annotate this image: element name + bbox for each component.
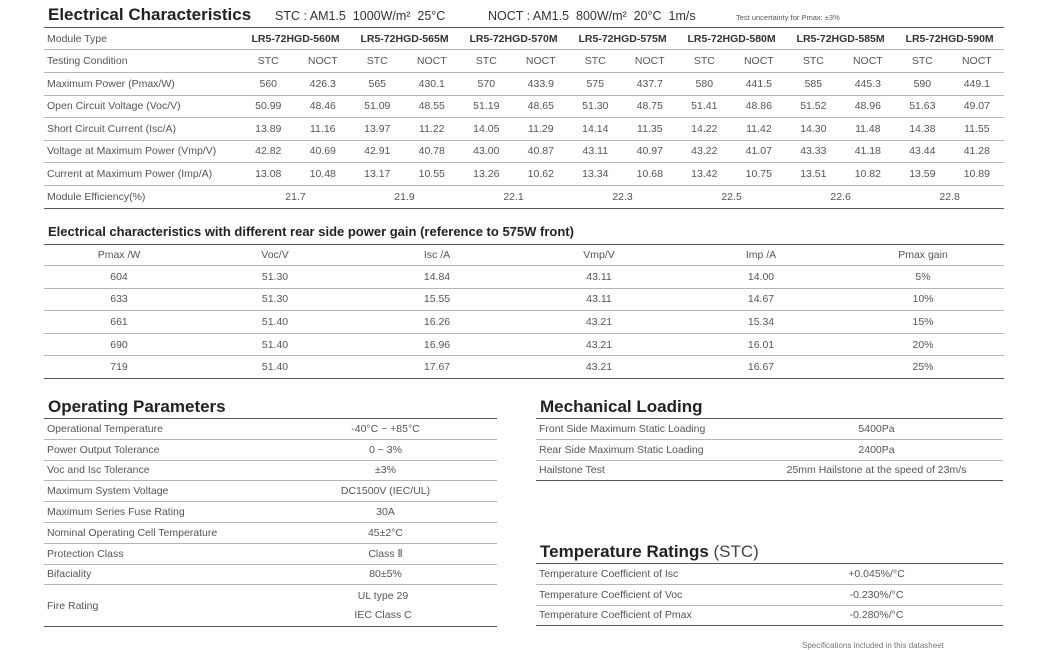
rear-row <box>44 311 1004 334</box>
mechanical-row <box>536 460 1003 481</box>
fire-rating-iec: IEC Class C <box>354 608 412 621</box>
rear-cell: 14.84 <box>356 266 518 289</box>
noct-value: 10.62 <box>514 163 569 186</box>
rear-header: Voc/V <box>194 245 356 266</box>
stc-value: 13.34 <box>568 163 623 186</box>
rear-row <box>44 356 1004 379</box>
efficiency-value: 22.5 <box>677 185 786 208</box>
testing-label: Testing Condition <box>44 50 241 73</box>
stc-value: 13.08 <box>241 163 296 186</box>
stc-value: 51.30 <box>568 95 623 118</box>
rear-cell: 25% <box>842 356 1004 379</box>
noct-header: NOCT <box>950 50 1005 73</box>
noct-header: NOCT <box>296 50 351 73</box>
stc-value: 560 <box>241 73 296 96</box>
mechanical-row <box>536 439 1003 460</box>
elec-row-label: Current at Maximum Power (Imp/A) <box>44 163 241 186</box>
rear-cell: 51.40 <box>194 333 356 356</box>
stc-value: 43.33 <box>786 140 841 163</box>
efficiency-row <box>44 185 1004 208</box>
noct-header: NOCT <box>732 50 787 73</box>
elec-row-label: Open Circuit Voltage (Voc/V) <box>44 95 241 118</box>
noct-value: 48.55 <box>405 95 460 118</box>
efficiency-label: Module Efficiency(%) <box>44 185 241 208</box>
stc-value: 51.19 <box>459 95 514 118</box>
noct-value: 40.69 <box>296 140 351 163</box>
operating-row-value: ±3% <box>274 460 497 481</box>
stc-value: 565 <box>350 73 405 96</box>
noct-value: 48.86 <box>732 95 787 118</box>
rear-cell: 15% <box>842 311 1004 334</box>
rear-cell: 16.26 <box>356 311 518 334</box>
rear-cell: 16.67 <box>680 356 842 379</box>
noct-value: 433.9 <box>514 73 569 96</box>
elec-row <box>44 118 1004 141</box>
noct-value: 40.97 <box>623 140 678 163</box>
operating-row-value: 30A <box>274 502 497 523</box>
noct-value: 449.1 <box>950 73 1005 96</box>
rear-cell: 51.30 <box>194 288 356 311</box>
electrical-table <box>44 27 1004 209</box>
stc-value: 590 <box>895 73 950 96</box>
noct-value: 11.29 <box>514 118 569 141</box>
efficiency-value: 22.6 <box>786 185 895 208</box>
rear-gain-table <box>44 244 1004 379</box>
model-name: LR5-72HGD-580M <box>677 28 786 50</box>
model-name: LR5-72HGD-590M <box>895 28 1004 50</box>
noct-condition: NOCT : AM1.5 800W/m² 20°C 1m/s <box>488 9 696 23</box>
temperature-title <box>540 542 759 562</box>
noct-header: NOCT <box>623 50 678 73</box>
stc-value: 43.11 <box>568 140 623 163</box>
operating-row <box>44 522 497 543</box>
stc-header: STC <box>568 50 623 73</box>
temperature-row-value: -0.230%/°C <box>750 584 1003 605</box>
elec-row <box>44 140 1004 163</box>
operating-row <box>44 481 497 502</box>
fire-rating-row <box>44 585 497 627</box>
stc-value: 585 <box>786 73 841 96</box>
model-name: LR5-72HGD-570M <box>459 28 568 50</box>
noct-value: 437.7 <box>623 73 678 96</box>
noct-value: 40.87 <box>514 140 569 163</box>
rear-row <box>44 333 1004 356</box>
rear-header: Pmax gain <box>842 245 1004 266</box>
stc-value: 580 <box>677 73 732 96</box>
operating-row-label: Nominal Operating Cell Temperature <box>44 522 274 543</box>
stc-value: 13.89 <box>241 118 296 141</box>
rear-row <box>44 266 1004 289</box>
module-type-label: Module Type <box>44 28 241 50</box>
elec-row <box>44 73 1004 96</box>
operating-row-label: Protection Class <box>44 543 274 564</box>
elec-title: Electrical Characteristics <box>48 5 252 24</box>
operating-row-value: Class Ⅱ <box>274 543 497 564</box>
noct-header: NOCT <box>841 50 896 73</box>
mechanical-row-value: 2400Pa <box>750 439 1003 460</box>
operating-row-label: Bifaciality <box>44 564 274 585</box>
noct-value: 48.75 <box>623 95 678 118</box>
rear-cell: 5% <box>842 266 1004 289</box>
operating-row <box>44 564 497 585</box>
stc-header: STC <box>459 50 514 73</box>
mechanical-row-value: 5400Pa <box>750 419 1003 440</box>
rear-cell: 43.11 <box>518 288 680 311</box>
noct-value: 10.89 <box>950 163 1005 186</box>
operating-row <box>44 502 497 523</box>
stc-value: 14.22 <box>677 118 732 141</box>
uncertainty-note: Test uncertainty for Pmax: ±3% <box>736 13 840 22</box>
noct-value: 41.18 <box>841 140 896 163</box>
noct-value: 11.35 <box>623 118 678 141</box>
mechanical-row-label: Hailstone Test <box>536 460 750 481</box>
stc-header: STC <box>677 50 732 73</box>
stc-header: STC <box>786 50 841 73</box>
noct-value: 41.28 <box>950 140 1005 163</box>
rear-cell: 719 <box>44 356 194 379</box>
rear-cell: 51.40 <box>194 356 356 379</box>
temperature-row-value: +0.045%/°C <box>750 564 1003 585</box>
temperature-row <box>536 564 1003 585</box>
noct-value: 11.55 <box>950 118 1005 141</box>
stc-value: 13.97 <box>350 118 405 141</box>
noct-value: 10.75 <box>732 163 787 186</box>
model-name: LR5-72HGD-560M <box>241 28 350 50</box>
temperature-row <box>536 605 1003 626</box>
efficiency-value: 22.8 <box>895 185 1004 208</box>
operating-row-value: 45±2°C <box>274 522 497 543</box>
stc-value: 50.99 <box>241 95 296 118</box>
fire-rating-value <box>274 585 497 627</box>
noct-value: 430.1 <box>405 73 460 96</box>
noct-value: 40.78 <box>405 140 460 163</box>
stc-value: 42.91 <box>350 140 405 163</box>
elec-row-label: Maximum Power (Pmax/W) <box>44 73 241 96</box>
stc-value: 51.09 <box>350 95 405 118</box>
stc-value: 14.14 <box>568 118 623 141</box>
elec-row <box>44 163 1004 186</box>
rear-cell: 661 <box>44 311 194 334</box>
temperature-title-suffix: (STC) <box>708 542 759 561</box>
operating-row <box>44 543 497 564</box>
rear-cell: 51.30 <box>194 266 356 289</box>
stc-value: 575 <box>568 73 623 96</box>
efficiency-value: 21.7 <box>241 185 350 208</box>
noct-value: 11.48 <box>841 118 896 141</box>
rear-cell: 43.21 <box>518 311 680 334</box>
mechanical-row-label: Front Side Maximum Static Loading <box>536 419 750 440</box>
model-name: LR5-72HGD-585M <box>786 28 895 50</box>
stc-value: 14.30 <box>786 118 841 141</box>
operating-row-label: Voc and Isc Tolerance <box>44 460 274 481</box>
rear-header-row <box>44 245 1004 266</box>
temperature-row <box>536 584 1003 605</box>
stc-value: 13.26 <box>459 163 514 186</box>
stc-value: 51.41 <box>677 95 732 118</box>
noct-value: 10.48 <box>296 163 351 186</box>
rear-cell: 15.34 <box>680 311 842 334</box>
rear-cell: 633 <box>44 288 194 311</box>
rear-header: Imp /A <box>680 245 842 266</box>
elec-row-label: Voltage at Maximum Power (Vmp/V) <box>44 140 241 163</box>
rear-cell: 10% <box>842 288 1004 311</box>
noct-value: 48.65 <box>514 95 569 118</box>
rear-cell: 20% <box>842 333 1004 356</box>
noct-value: 10.68 <box>623 163 678 186</box>
stc-value: 42.82 <box>241 140 296 163</box>
noct-value: 48.96 <box>841 95 896 118</box>
rear-cell: 43.21 <box>518 333 680 356</box>
noct-value: 49.07 <box>950 95 1005 118</box>
operating-row-label: Operational Temperature <box>44 419 274 440</box>
operating-row-value: -40°C ~ +85°C <box>274 419 497 440</box>
operating-row-label: Maximum Series Fuse Rating <box>44 502 274 523</box>
stc-value: 51.52 <box>786 95 841 118</box>
rear-cell: 690 <box>44 333 194 356</box>
stc-value: 14.38 <box>895 118 950 141</box>
temperature-row-value: -0.280%/°C <box>750 605 1003 626</box>
stc-header: STC <box>895 50 950 73</box>
temperature-title-main: Temperature Ratings <box>540 542 709 561</box>
elec-row <box>44 95 1004 118</box>
mechanical-row-value: 25mm Hailstone at the speed of 23m/s <box>750 460 1003 481</box>
stc-value: 43.00 <box>459 140 514 163</box>
noct-value: 426.3 <box>296 73 351 96</box>
operating-row-label: Power Output Tolerance <box>44 439 274 460</box>
operating-row-value: DC1500V (IEC/UL) <box>274 481 497 502</box>
noct-value: 10.82 <box>841 163 896 186</box>
rear-cell: 15.55 <box>356 288 518 311</box>
stc-value: 14.05 <box>459 118 514 141</box>
rear-cell: 16.96 <box>356 333 518 356</box>
rear-header: Isc /A <box>356 245 518 266</box>
rear-cell: 16.01 <box>680 333 842 356</box>
stc-header: STC <box>350 50 405 73</box>
rear-cell: 17.67 <box>356 356 518 379</box>
rear-cell: 43.21 <box>518 356 680 379</box>
rear-cell: 51.40 <box>194 311 356 334</box>
noct-value: 48.46 <box>296 95 351 118</box>
noct-value: 11.16 <box>296 118 351 141</box>
efficiency-value: 22.1 <box>459 185 568 208</box>
temperature-row-label: Temperature Coefficient of Voc <box>536 584 750 605</box>
noct-value: 41.07 <box>732 140 787 163</box>
stc-value: 43.44 <box>895 140 950 163</box>
footnote: Specifications included in this datasheet <box>802 641 944 650</box>
operating-table <box>44 418 497 627</box>
noct-value: 445.3 <box>841 73 896 96</box>
rear-gain-title: Electrical characteristics with different rear side power gain (reference to 575W front) <box>48 224 574 239</box>
stc-value: 13.51 <box>786 163 841 186</box>
testing-row <box>44 50 1004 73</box>
stc-value: 13.59 <box>895 163 950 186</box>
rear-header: Vmp/V <box>518 245 680 266</box>
temperature-row-label: Temperature Coefficient of Pmax <box>536 605 750 626</box>
fire-rating-label: Fire Rating <box>44 585 274 627</box>
efficiency-value: 22.3 <box>568 185 677 208</box>
model-name: LR5-72HGD-575M <box>568 28 677 50</box>
rear-cell: 14.67 <box>680 288 842 311</box>
operating-row <box>44 460 497 481</box>
operating-row-value: 80±5% <box>274 564 497 585</box>
operating-row <box>44 419 497 440</box>
noct-value: 11.22 <box>405 118 460 141</box>
stc-value: 13.42 <box>677 163 732 186</box>
operating-row-value: 0 ~ 3% <box>274 439 497 460</box>
stc-value: 13.17 <box>350 163 405 186</box>
mechanical-title: Mechanical Loading <box>540 397 703 416</box>
stc-value: 51.63 <box>895 95 950 118</box>
rear-header: Pmax /W <box>44 245 194 266</box>
stc-value: 43.22 <box>677 140 732 163</box>
noct-header: NOCT <box>514 50 569 73</box>
noct-value: 11.42 <box>732 118 787 141</box>
stc-value: 570 <box>459 73 514 96</box>
model-name: LR5-72HGD-565M <box>350 28 459 50</box>
stc-header: STC <box>241 50 296 73</box>
operating-row-label: Maximum System Voltage <box>44 481 274 502</box>
rear-cell: 14.00 <box>680 266 842 289</box>
mechanical-row-label: Rear Side Maximum Static Loading <box>536 439 750 460</box>
mechanical-row <box>536 419 1003 440</box>
temperature-table <box>536 563 1003 626</box>
noct-value: 441.5 <box>732 73 787 96</box>
rear-cell: 43.11 <box>518 266 680 289</box>
noct-header: NOCT <box>405 50 460 73</box>
mechanical-table <box>536 418 1003 481</box>
operating-row <box>44 439 497 460</box>
elec-row-label: Short Circuit Current (Isc/A) <box>44 118 241 141</box>
fire-rating-ul: UL type 29 <box>357 589 409 602</box>
rear-row <box>44 288 1004 311</box>
efficiency-value: 21.9 <box>350 185 459 208</box>
temperature-row-label: Temperature Coefficient of Isc <box>536 564 750 585</box>
operating-title: Operating Parameters <box>48 397 226 416</box>
rear-cell: 604 <box>44 266 194 289</box>
noct-value: 10.55 <box>405 163 460 186</box>
module-type-row <box>44 28 1004 50</box>
stc-condition: STC : AM1.5 1000W/m² 25°C <box>275 9 446 23</box>
